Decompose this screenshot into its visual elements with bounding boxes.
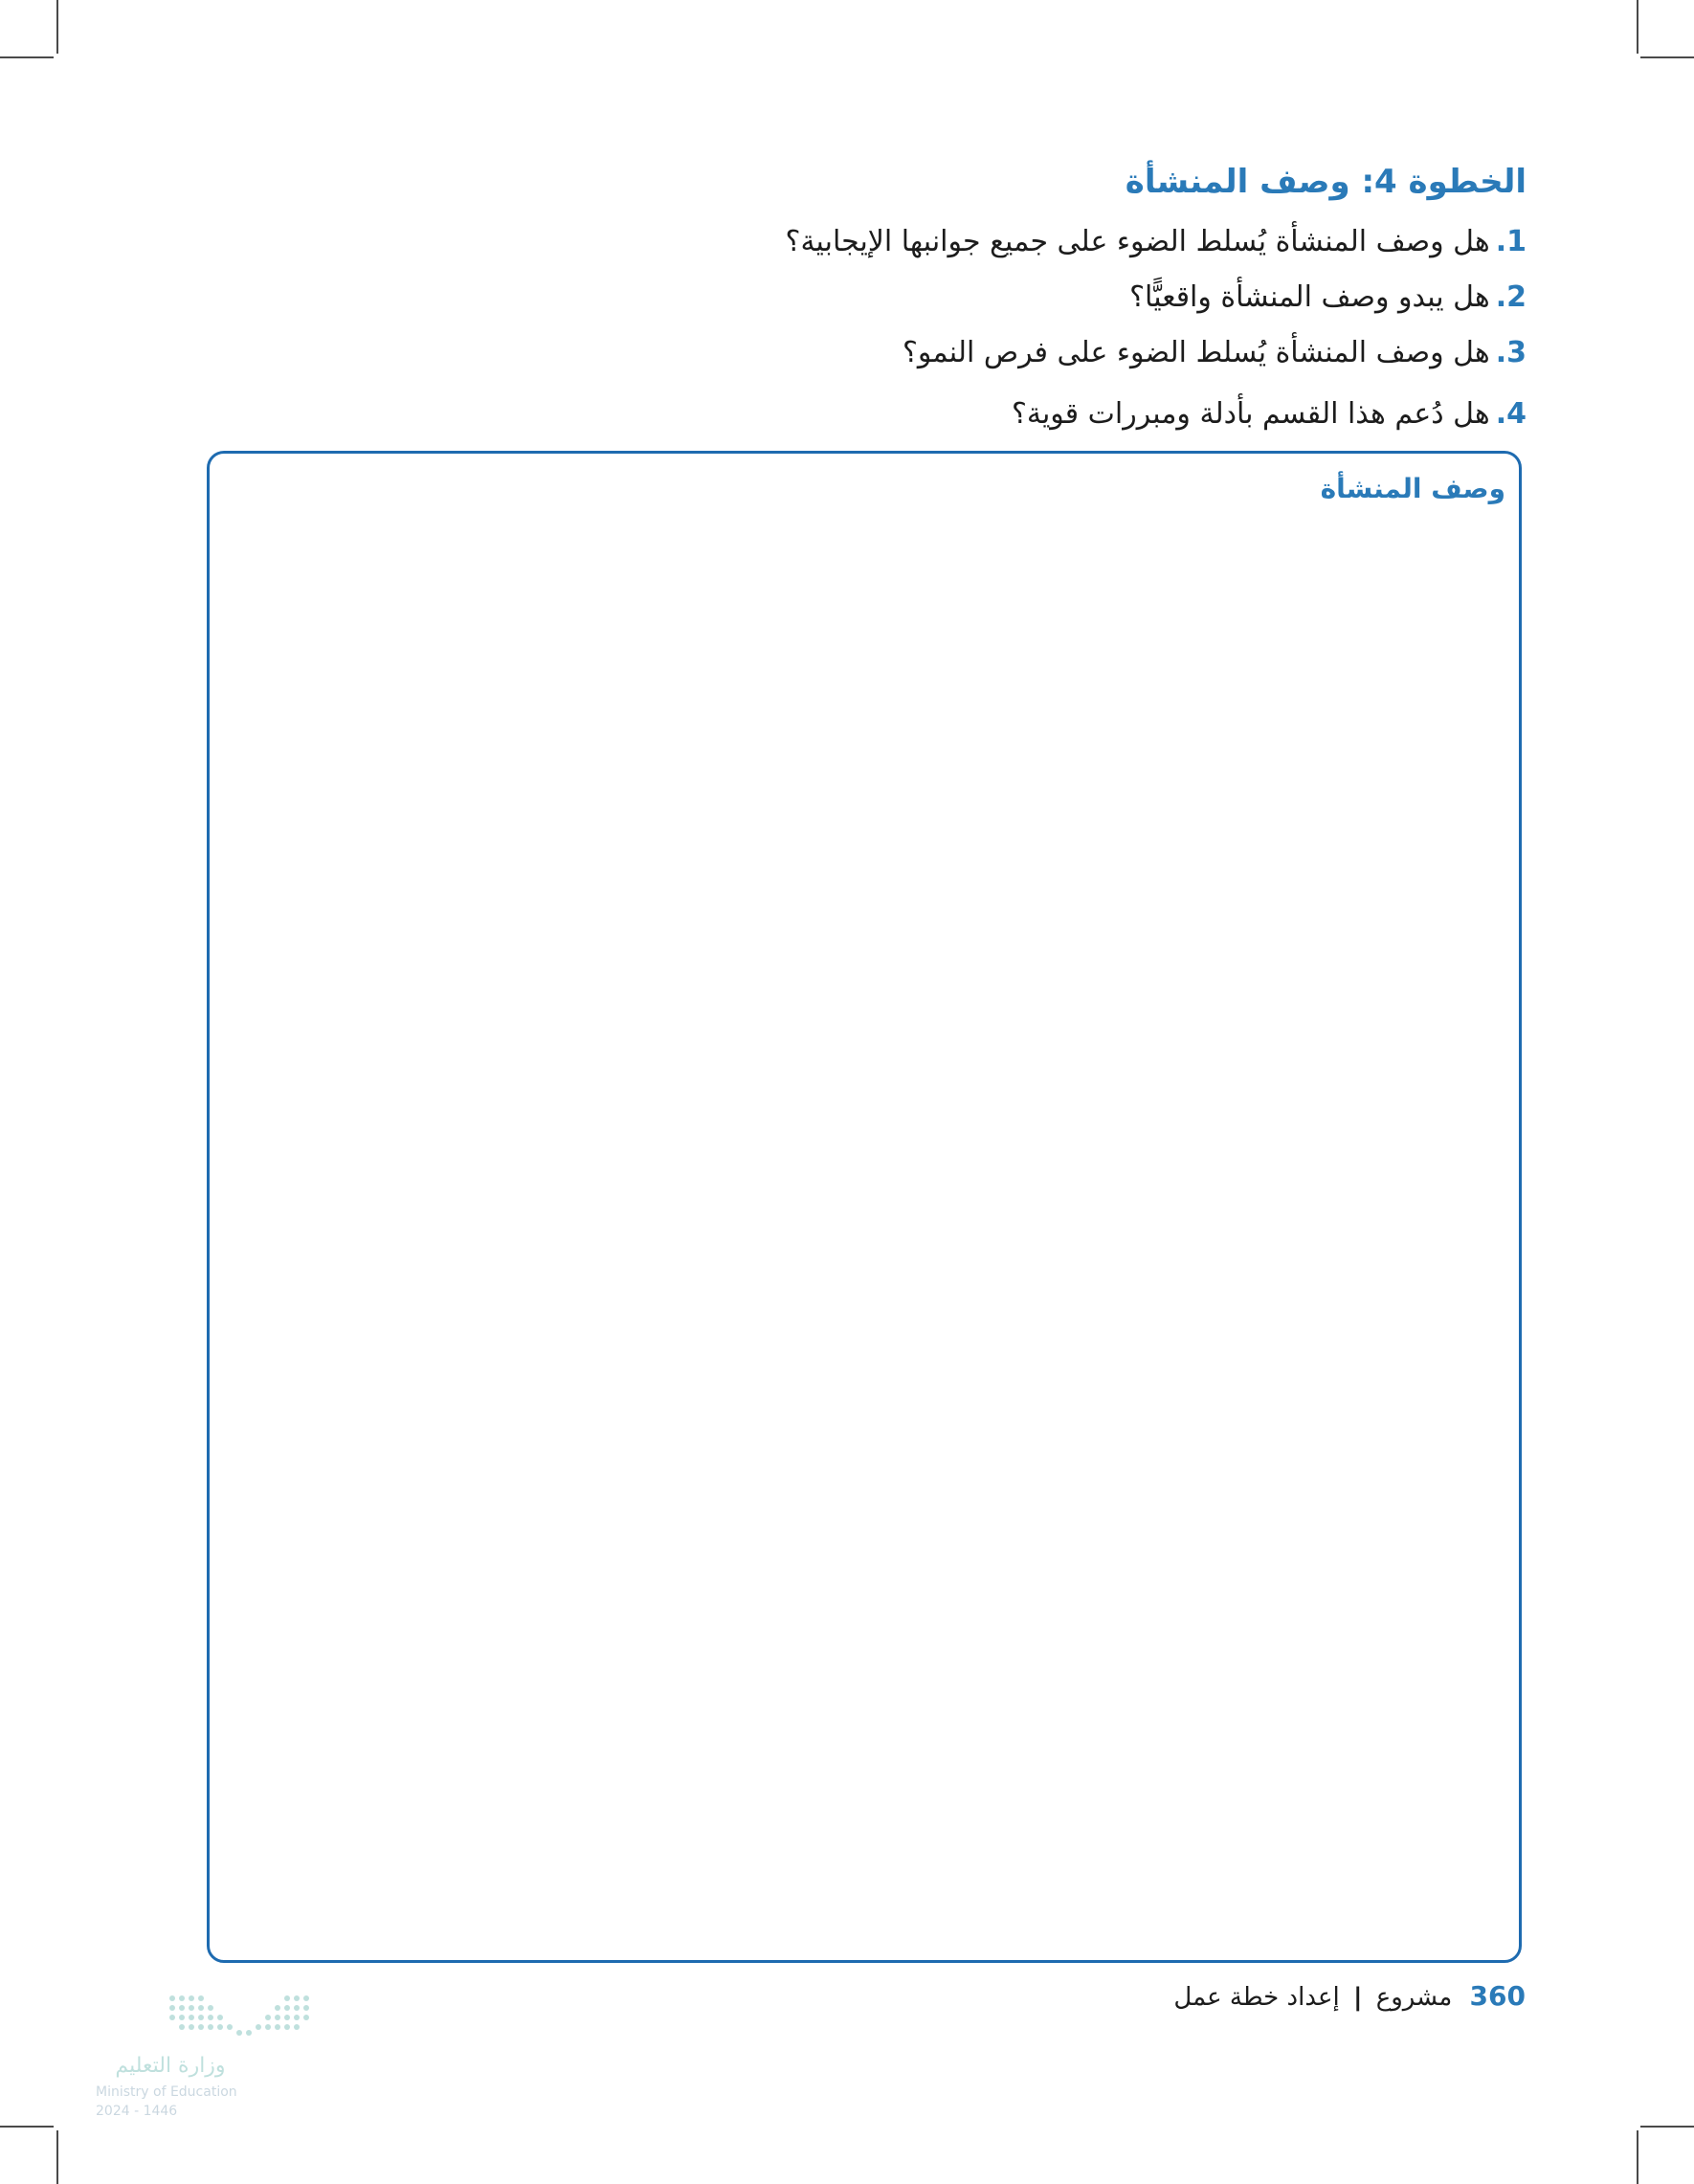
crop-mark <box>56 0 58 54</box>
question-list <box>786 222 1527 450</box>
question-number: 1 <box>1506 225 1527 258</box>
ministry-logo <box>94 1985 323 2128</box>
page-footer <box>1173 1977 1526 2017</box>
crop-mark <box>1637 2130 1638 2184</box>
crop-mark <box>56 2130 58 2184</box>
question-item <box>786 394 1527 450</box>
logo-year: 2024 - 1446 <box>96 2104 178 2119</box>
footer-separator: | <box>1352 1983 1363 2012</box>
page-number: 360 <box>1469 1980 1526 2012</box>
crop-mark <box>1640 56 1694 58</box>
crop-mark <box>1640 2126 1694 2128</box>
answer-box[interactable] <box>207 451 1522 1963</box>
question-dot: . <box>1495 225 1507 258</box>
logo-name-arabic: وزارة التعليم <box>115 2054 226 2078</box>
step-heading: الخطوة 4: وصف المنشأة <box>1125 163 1527 201</box>
question-dot: . <box>1495 336 1507 369</box>
crop-mark <box>0 56 54 58</box>
question-number: 2 <box>1506 280 1527 314</box>
question-text: هل وصف المنشأة يُسلط الضوء على جميع جوانبها الإيجابية؟ <box>785 225 1490 258</box>
footer-title: إعداد خطة عمل <box>1173 1983 1340 2012</box>
question-text: هل دُعم هذا القسم بأدلة ومبررات قوية؟ <box>1011 397 1490 431</box>
question-text: هل يبدو وصف المنشأة واقعيًّا؟ <box>1129 280 1490 314</box>
question-number: 3 <box>1506 336 1527 369</box>
question-dot: . <box>1495 280 1507 314</box>
crop-mark <box>1637 0 1638 54</box>
logo-name-english: Ministry of Education <box>96 2084 237 2100</box>
logo-dots-icon <box>167 1991 320 2048</box>
question-text: هل وصف المنشأة يُسلط الضوء على فرص النمو؟ <box>903 336 1490 369</box>
question-number: 4 <box>1506 397 1527 431</box>
question-item <box>786 278 1527 333</box>
crop-mark <box>0 2126 54 2128</box>
question-item <box>786 333 1527 389</box>
footer-section: مشروع <box>1375 1983 1453 2012</box>
answer-box-label: وصف المنشأة <box>1320 473 1505 504</box>
question-dot: . <box>1495 397 1507 431</box>
question-item <box>786 222 1527 278</box>
